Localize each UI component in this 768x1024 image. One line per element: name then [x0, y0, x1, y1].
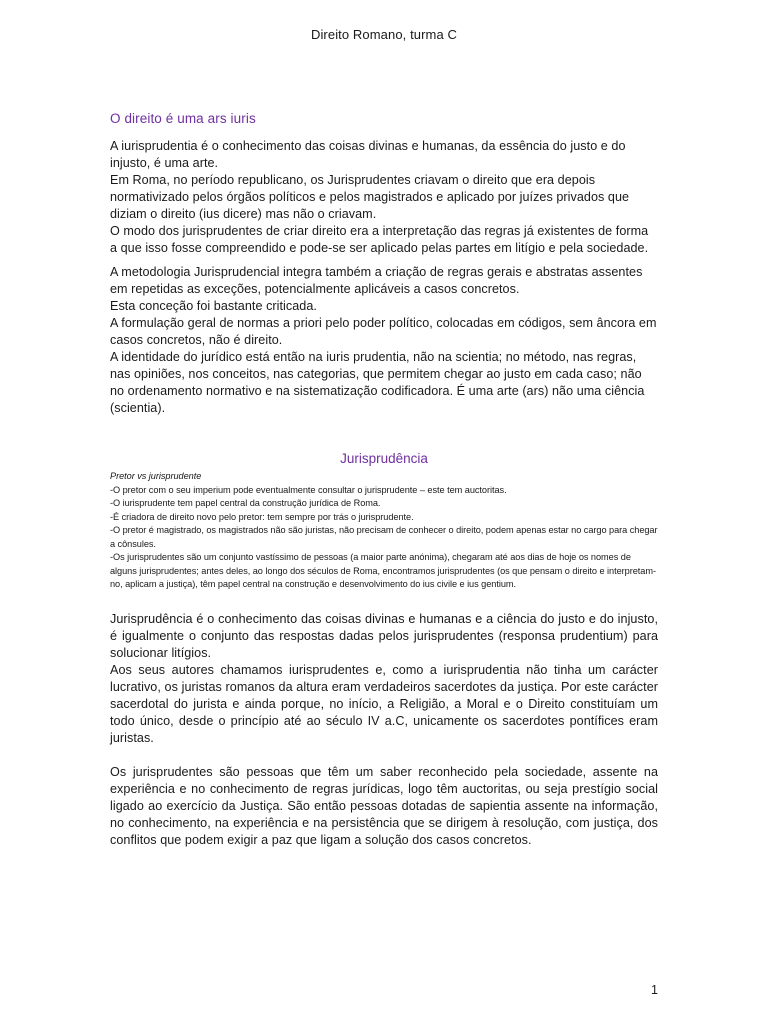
page-number: 1: [651, 983, 658, 997]
text-line: A iurisprudentia é o conhecimento das coisas divinas e humanas, da essência do justo e do injusto, é uma arte.: [110, 139, 626, 170]
note-item: -É criadora de direito novo pelo pretor: tem sempre por trás o jurisprudente.: [110, 511, 414, 522]
note-item: -O pretor com o seu imperium pode eventualmente consultar o jurisprudente – este tem auctoritas.: [110, 484, 507, 495]
text-line: Jurisprudência é o conhecimento das coisas divinas e humanas e a ciência do justo e do injusto, é igualmente o conjunto das respostas dadas pelos jurisprudentes (responsa prudentium) para solucionar litígios.: [110, 611, 658, 660]
note-item: -O pretor é magistrado, os magistrados não são juristas, não precisam de conhecer o direito, podem apenas estar no cargo para chegar a cônsules.: [110, 525, 658, 549]
paragraph-metodologia: [110, 264, 658, 417]
notes-subtitle: Pretor vs jurisprudente: [110, 471, 202, 481]
paragraph-iurisprudentia: [110, 138, 658, 257]
text-line: A formulação geral de normas a priori pelo poder político, colocadas em códigos, sem âncora em casos concretos, não é direito.: [110, 316, 657, 347]
section-title-ars-iuris: O direito é uma ars iuris: [110, 111, 256, 126]
document-body: [110, 111, 658, 849]
paragraph-jurisprudencia-definicao: [110, 611, 658, 747]
text-line: Os jurisprudentes são pessoas que têm um saber reconhecido pela sociedade, assente na experiência e no conhecimento de regras jurídicas, logo têm auctoritas, ou seja prestígio social ligado ao exercício da Justiça. São então pessoas dotadas de sapientia assente na informação, no conhecimento, na experiência e na persistência que se dirigem à resolução, com justiça, dos conflitos que podem exigir a paz que ligam a solução dos casos concretos.: [110, 764, 658, 847]
page-header: Direito Romano, turma C: [310, 27, 458, 42]
note-item: -Os jurisprudentes são um conjunto vastíssimo de pessoas (a maior parte anónima), chegaram até aos dias de hoje os nomes de alguns jurisprudentes; antes deles, ao longo dos séculos de Roma, encontramos jurisprudentes (os que pensam o direito e interpretam-no, aplicam a justiça), têm papel central na construção e desenvolvimento do ius civile e ius gentium.: [110, 552, 656, 589]
text-line: Aos seus autores chamamos iurisprudentes e, como a iurisprudentia não tinha um carácter lucrativo, os juristas romanos da altura eram verdadeiros sacerdotes da justiça. Por este carácter sacerdotal do jurista e ainda porque, no início, a Religião, a Moral e o Direito constituíam um todo único, desde o princípio até ao século IV a.C, unicamente os sacerdotes pontífices eram juristas.: [110, 662, 658, 745]
section-title-jurisprudencia: Jurisprudência: [340, 451, 428, 466]
note-item: -O iurisprudente tem papel central da construção jurídica de Roma.: [110, 498, 381, 508]
text-line: A metodologia Jurisprudencial integra também a criação de regras gerais e abstratas assentes em repetidas as exceções, potencialmente aplicáveis a casos concretos.: [110, 265, 643, 296]
pretor-notes: [110, 470, 658, 592]
text-line: O modo dos jurisprudentes de criar direito era a interpretação das regras já existentes de forma a que isso fosse compreendido e pode-se ser aplicado pelas partes em litígio e pela sociedade.: [110, 224, 649, 255]
text-line: Esta conceção foi bastante criticada.: [110, 299, 317, 313]
paragraph-jurisprudentes: [110, 764, 658, 849]
text-line: Em Roma, no período republicano, os Jurisprudentes criavam o direito que era depois normativizado pelos órgãos políticos e pelos magistrados e aplicado por juízes privados que diziam o direito (ius dicere) mas não o criavam.: [110, 173, 630, 221]
text-line: A identidade do jurídico está então na iuris prudentia, não na scientia; no método, nas regras, nas opiniões, nos conceitos, nas categorias, que permitem chegar ao justo em cada caso; não no ordenamento normativo e na sistematização codificadora. É uma arte (ars) não uma ciência (scientia).: [110, 350, 645, 415]
